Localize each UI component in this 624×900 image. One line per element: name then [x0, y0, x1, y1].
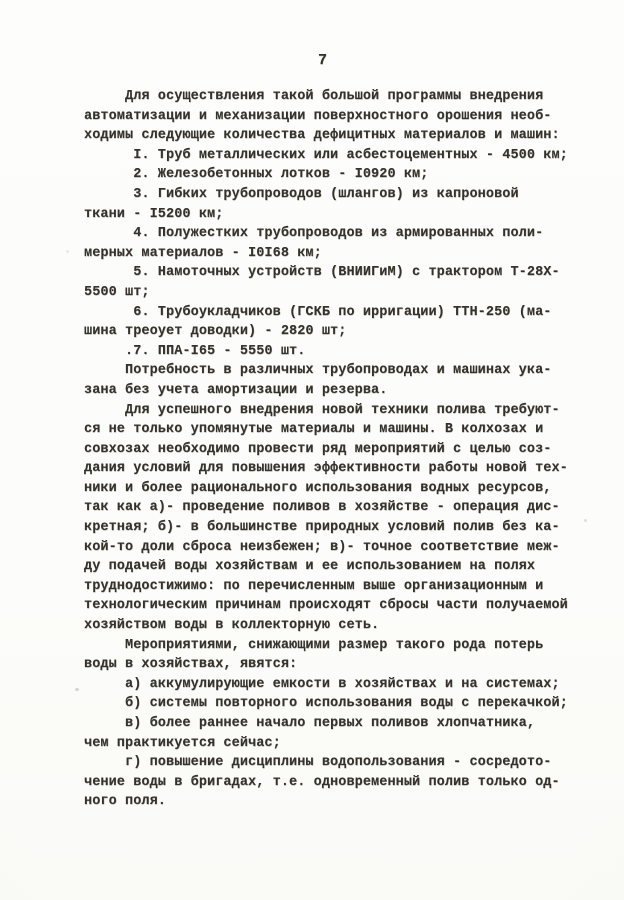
text-line: ного поля.	[84, 794, 167, 810]
text-line: чем практикуется сейчас;	[84, 735, 281, 751]
text-line: б) системы повторного использования воды с перекачкой;	[84, 696, 568, 712]
text-line: I. Труб металлических или асбестоцементных - 4500 км;	[84, 147, 568, 163]
text-line: так как а)- проведение поливов в хозяйстве - операция дис-	[84, 500, 560, 516]
text-line: 5500 шт;	[84, 284, 150, 300]
text-line: шина треоует доводки) - 2820 шт;	[84, 324, 347, 340]
scan-speck	[66, 250, 69, 253]
text-line: .7. ППА-I65 - 5550 шт.	[84, 343, 306, 359]
text-line: чение воды в бригадах, т.е. одновременный полив только од-	[84, 774, 560, 790]
text-line: в) более раннее начало первых поливов хлопчатника,	[84, 716, 536, 731]
text-line: зана без учета амортизации и резерва.	[84, 382, 388, 398]
text-line: 2. Железобетонных лотков - I0920 км;	[84, 167, 429, 183]
text-line: 3. Гибких трубопроводов (шлангов) из капроновой	[84, 186, 519, 202]
scan-speck	[214, 486, 217, 488]
text-line: кой-то доли сброса неизбежен; в)- точное соответствие меж-	[84, 539, 560, 555]
text-line: ся не только упомянутые материалы и машины. В колхозах и	[84, 422, 544, 438]
text-line: кретная; б)- в большинстве природных условий полив без ка-	[84, 520, 560, 536]
text-line: 5. Намоточных устройств (ВНИИГиМ) с трактором Т-28Х-	[84, 265, 560, 281]
text-line: Для осуществления такой большой программы внедрения	[84, 89, 544, 104]
text-line: г) повышение дисциплины водопользования - сосредото-	[84, 755, 552, 771]
text-line: совхозах необходимо провести ряд мероприятий с целью соз-	[84, 441, 552, 457]
page-number: 7	[317, 52, 328, 69]
text-line: ду подачей воды хозяйствам и ее использованием на полях	[84, 559, 536, 575]
text-line: Потребность в различных трубопроводах и машинах ука-	[84, 363, 552, 379]
text-line: 6. Трубоукладчиков (ГСКБ по ирригации) ТТН-250 (ма-	[84, 304, 552, 320]
text-line: воды в хозяйствах, явятся:	[84, 657, 298, 673]
text-line: труднодостижимо: по перечисленным выше организационным и	[84, 578, 544, 594]
text-line: автоматизации и механизации поверхностного орошения необ-	[84, 108, 552, 124]
text-line: Для успешного внедрения новой техники полива требуют-	[84, 402, 560, 418]
text-line: мерных материалов - I0I68 км;	[84, 245, 322, 261]
scan-speck	[584, 519, 587, 522]
scan-speck	[75, 688, 79, 691]
typewritten-body-text	[84, 87, 568, 812]
text-line: Мероприятиями, снижающими размер такого рода потерь	[84, 637, 544, 653]
text-line: а) аккумулирующие емкости в хозяйствах и на системах;	[84, 676, 560, 692]
text-line: ткани - I5200 км;	[84, 206, 224, 222]
text-line: хозяйством воды в коллекторную сеть.	[84, 618, 380, 634]
text-line: дания условий для повышения эффективности работы новой тех-	[84, 461, 568, 477]
text-line: технологическим причинам происходят сбросы части получаемой	[84, 598, 568, 614]
text-line: ходимы следующие количества дефицитных материалов и машин:	[84, 128, 560, 144]
text-line: 4. Полужестких трубопроводов из армированных поли-	[84, 226, 544, 242]
text-line: ники и более рационального использования водных ресурсов,	[84, 480, 552, 496]
